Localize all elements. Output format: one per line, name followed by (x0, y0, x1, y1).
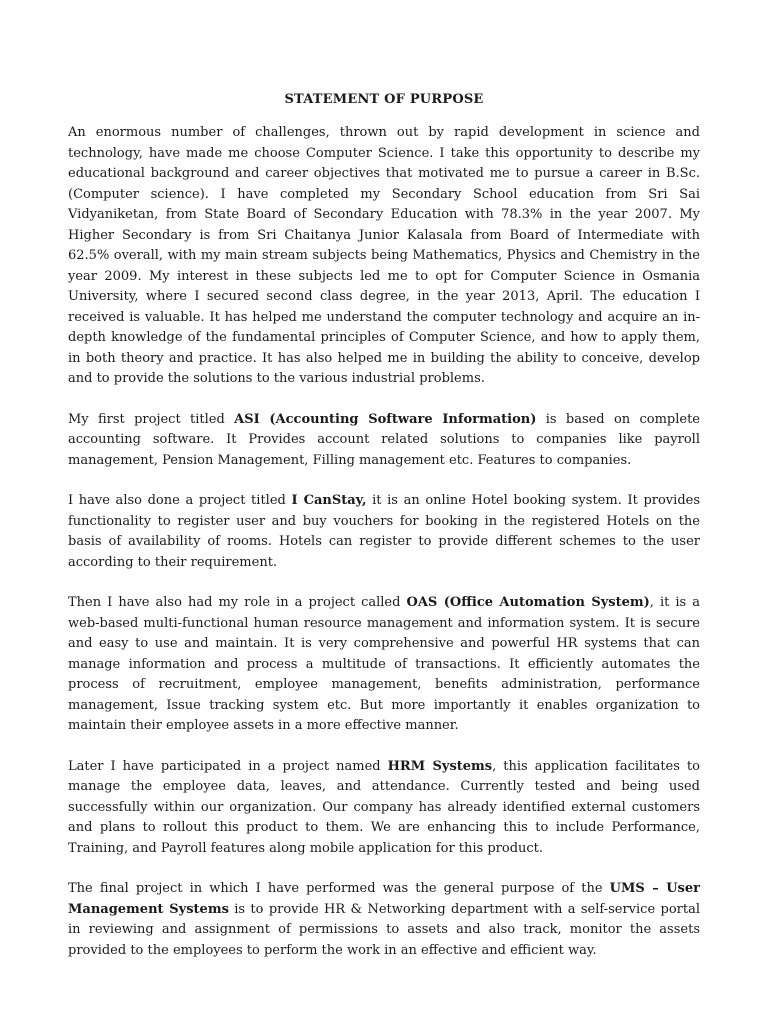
paragraph-oas-project (68, 593, 700, 737)
paragraph-text: is based on complete accounting software. It Provides account related solutions to companies like payroll management, Pension Management, Filling management etc. Features to companies. (68, 411, 700, 468)
paragraph-text: The final project in which I have performed was the general purpose of the (68, 881, 610, 896)
paragraph-text: , it is a web-based multi-functional human resource management and information system. It is secure and easy to use and maintain. It is very comprehensive and powerful HR systems that can manage information and process a multitude of transactions. It efficiently automates the process of recruitment, employee management, benefits administration, performance management, Issue tracking system etc. But more importantly it enables organization to maintain their employee assets in a more effective manner. (68, 595, 700, 733)
project-name-hrm: HRM Systems (387, 758, 493, 774)
paragraph-education (68, 123, 700, 390)
project-name-oas: OAS (Office Automation System) (406, 595, 650, 610)
project-name-asi: ASI (Accounting Software Information) (234, 411, 537, 427)
document-title: STATEMENT OF PURPOSE (284, 92, 484, 107)
paragraph-hrm-project (68, 757, 700, 860)
project-name-ums: UMS – User Management Systems (68, 881, 700, 917)
paragraph-text: is to provide HR & Networking department with a self-service portal in reviewing and assignment of permissions to assets and also track, monitor the assets provided to the employees to perform the work in an effective and efficient way. (68, 901, 700, 958)
paragraph-ums-project (68, 879, 700, 961)
paragraph-text: Later I have participated in a project named (68, 758, 388, 774)
document-page (68, 92, 700, 981)
paragraph-icanstay-project (68, 491, 700, 573)
paragraph-text: it is an online Hotel booking system. It provides functionality to register user and buy vouchers for booking in the registered Hotels on the basis of availability of rooms. Hotels can register to provide different schemes to the user according to their requirement. (68, 493, 701, 570)
paragraph-text: , this application facilitates to manage the employee data, leaves, and attendance. Currently tested and being used successfully within our organization. Our company has already identified external customers and plans to rollout this product to them. We are enhancing this to include Performance, Training, and Payroll features along mobile application for this product. (68, 758, 700, 856)
paragraph-text: My first project titled (68, 411, 235, 427)
paragraph-text: Then I have also had my role in a project called (68, 595, 407, 610)
paragraph-asi-project (68, 410, 700, 472)
paragraph-text: I have also done a project titled (68, 493, 292, 508)
project-name-icanstay: I CanStay, (291, 493, 367, 508)
paragraph-text: An enormous number of challenges, thrown out by rapid development in science and technology, have made me choose Computer Science. I take this opportunity to describe my educational background and career objectives that motivated me to pursue a career in B.Sc. (Computer science). I have completed my Secondary School education from Sri Sai Vidyaniketan, from State Board of Secondary Education with 78.3% in the year 2007. My Higher Secondary is from Sri Chaitanya Junior Kalasala from Board of Intermediate with 62.5% overall, with my main stream subjects being Mathematics, Physics and Chemistry in the year 2009. My interest in these subjects led me to opt for Computer Science in Osmania University, where I secured second class degree, in the year 2013, April. The education I received is valuable. It has helped me understand the computer technology and acquire an in-depth knowledge of the fundamental principles of Computer Science, and how to apply them, in both theory and practice. It has also helped me in building the ability to conceive, develop and to provide the solutions to the various industrial problems. (68, 125, 700, 386)
